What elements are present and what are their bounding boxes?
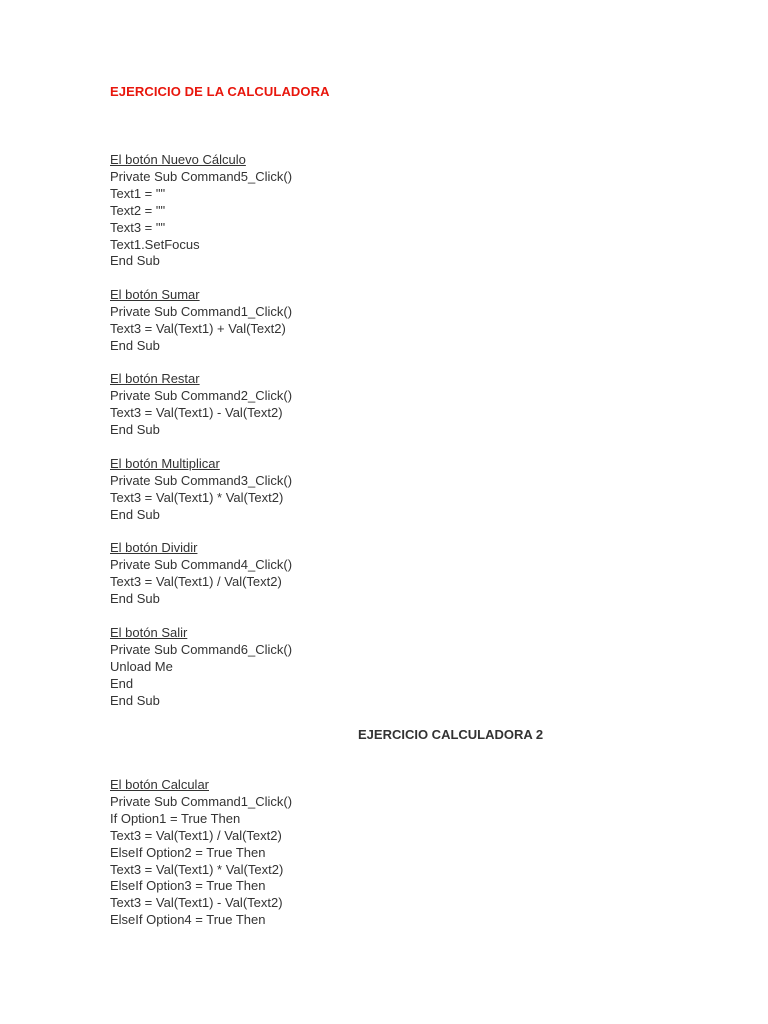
code-line: Text3 = Val(Text1) * Val(Text2) [110, 489, 284, 505]
second-exercise-title: EJERCICIO CALCULADORA 2 [358, 727, 544, 742]
section-heading: El botón Nuevo Cálculo [110, 152, 246, 167]
code-line: Private Sub Command1_Click() [110, 303, 293, 319]
code-line: Text3 = Val(Text1) - Val(Text2) [110, 404, 283, 420]
code-line: Private Sub Command1_Click() [110, 793, 293, 809]
section-salir [110, 625, 292, 710]
section-heading: El botón Calcular [110, 777, 209, 792]
code-line: Private Sub Command5_Click() [110, 168, 293, 184]
code-line: End Sub [110, 253, 160, 269]
code-line: Private Sub Command2_Click() [110, 387, 293, 403]
code-line: If Option1 = True Then [110, 810, 241, 826]
section-multiplicar [110, 456, 292, 524]
code-line: Text3 = "" [110, 219, 166, 235]
code-line: ElseIf Option3 = True Then [110, 878, 266, 894]
code-line: Text3 = Val(Text1) - Val(Text2) [110, 895, 283, 911]
code-line: Private Sub Command6_Click() [110, 641, 293, 657]
code-line: Text3 = Val(Text1) * Val(Text2) [110, 861, 284, 877]
code-line: Text3 = Val(Text1) + Val(Text2) [110, 320, 286, 336]
code-line: Private Sub Command3_Click() [110, 472, 293, 488]
code-line: End Sub [110, 506, 160, 522]
document-title: EJERCICIO DE LA CALCULADORA [110, 84, 330, 99]
section-heading: El botón Restar [110, 371, 200, 386]
code-line: End Sub [110, 590, 160, 606]
section-restar [110, 371, 292, 439]
section-sumar [110, 287, 292, 355]
code-line: Text3 = Val(Text1) / Val(Text2) [110, 573, 282, 589]
code-line: End Sub [110, 337, 160, 353]
code-line: ElseIf Option2 = True Then [110, 844, 266, 860]
section-heading: El botón Multiplicar [110, 456, 220, 471]
code-line: ElseIf Option4 = True Then [110, 912, 266, 928]
code-line: End Sub [110, 692, 160, 708]
section-calcular [110, 777, 292, 929]
code-line: Unload Me [110, 658, 173, 674]
section-dividir [110, 540, 292, 608]
section-heading: El botón Sumar [110, 287, 200, 302]
code-line: Private Sub Command4_Click() [110, 556, 293, 572]
section-heading: El botón Dividir [110, 540, 198, 555]
code-line: Text3 = Val(Text1) / Val(Text2) [110, 827, 282, 843]
code-line: End Sub [110, 421, 160, 437]
section-heading: El botón Salir [110, 625, 188, 640]
code-line: End [110, 675, 134, 691]
code-line: Text1.SetFocus [110, 236, 200, 252]
code-line: Text1 = "" [110, 185, 166, 201]
section-nuevo-calculo [110, 152, 292, 270]
code-line: Text2 = "" [110, 202, 166, 218]
